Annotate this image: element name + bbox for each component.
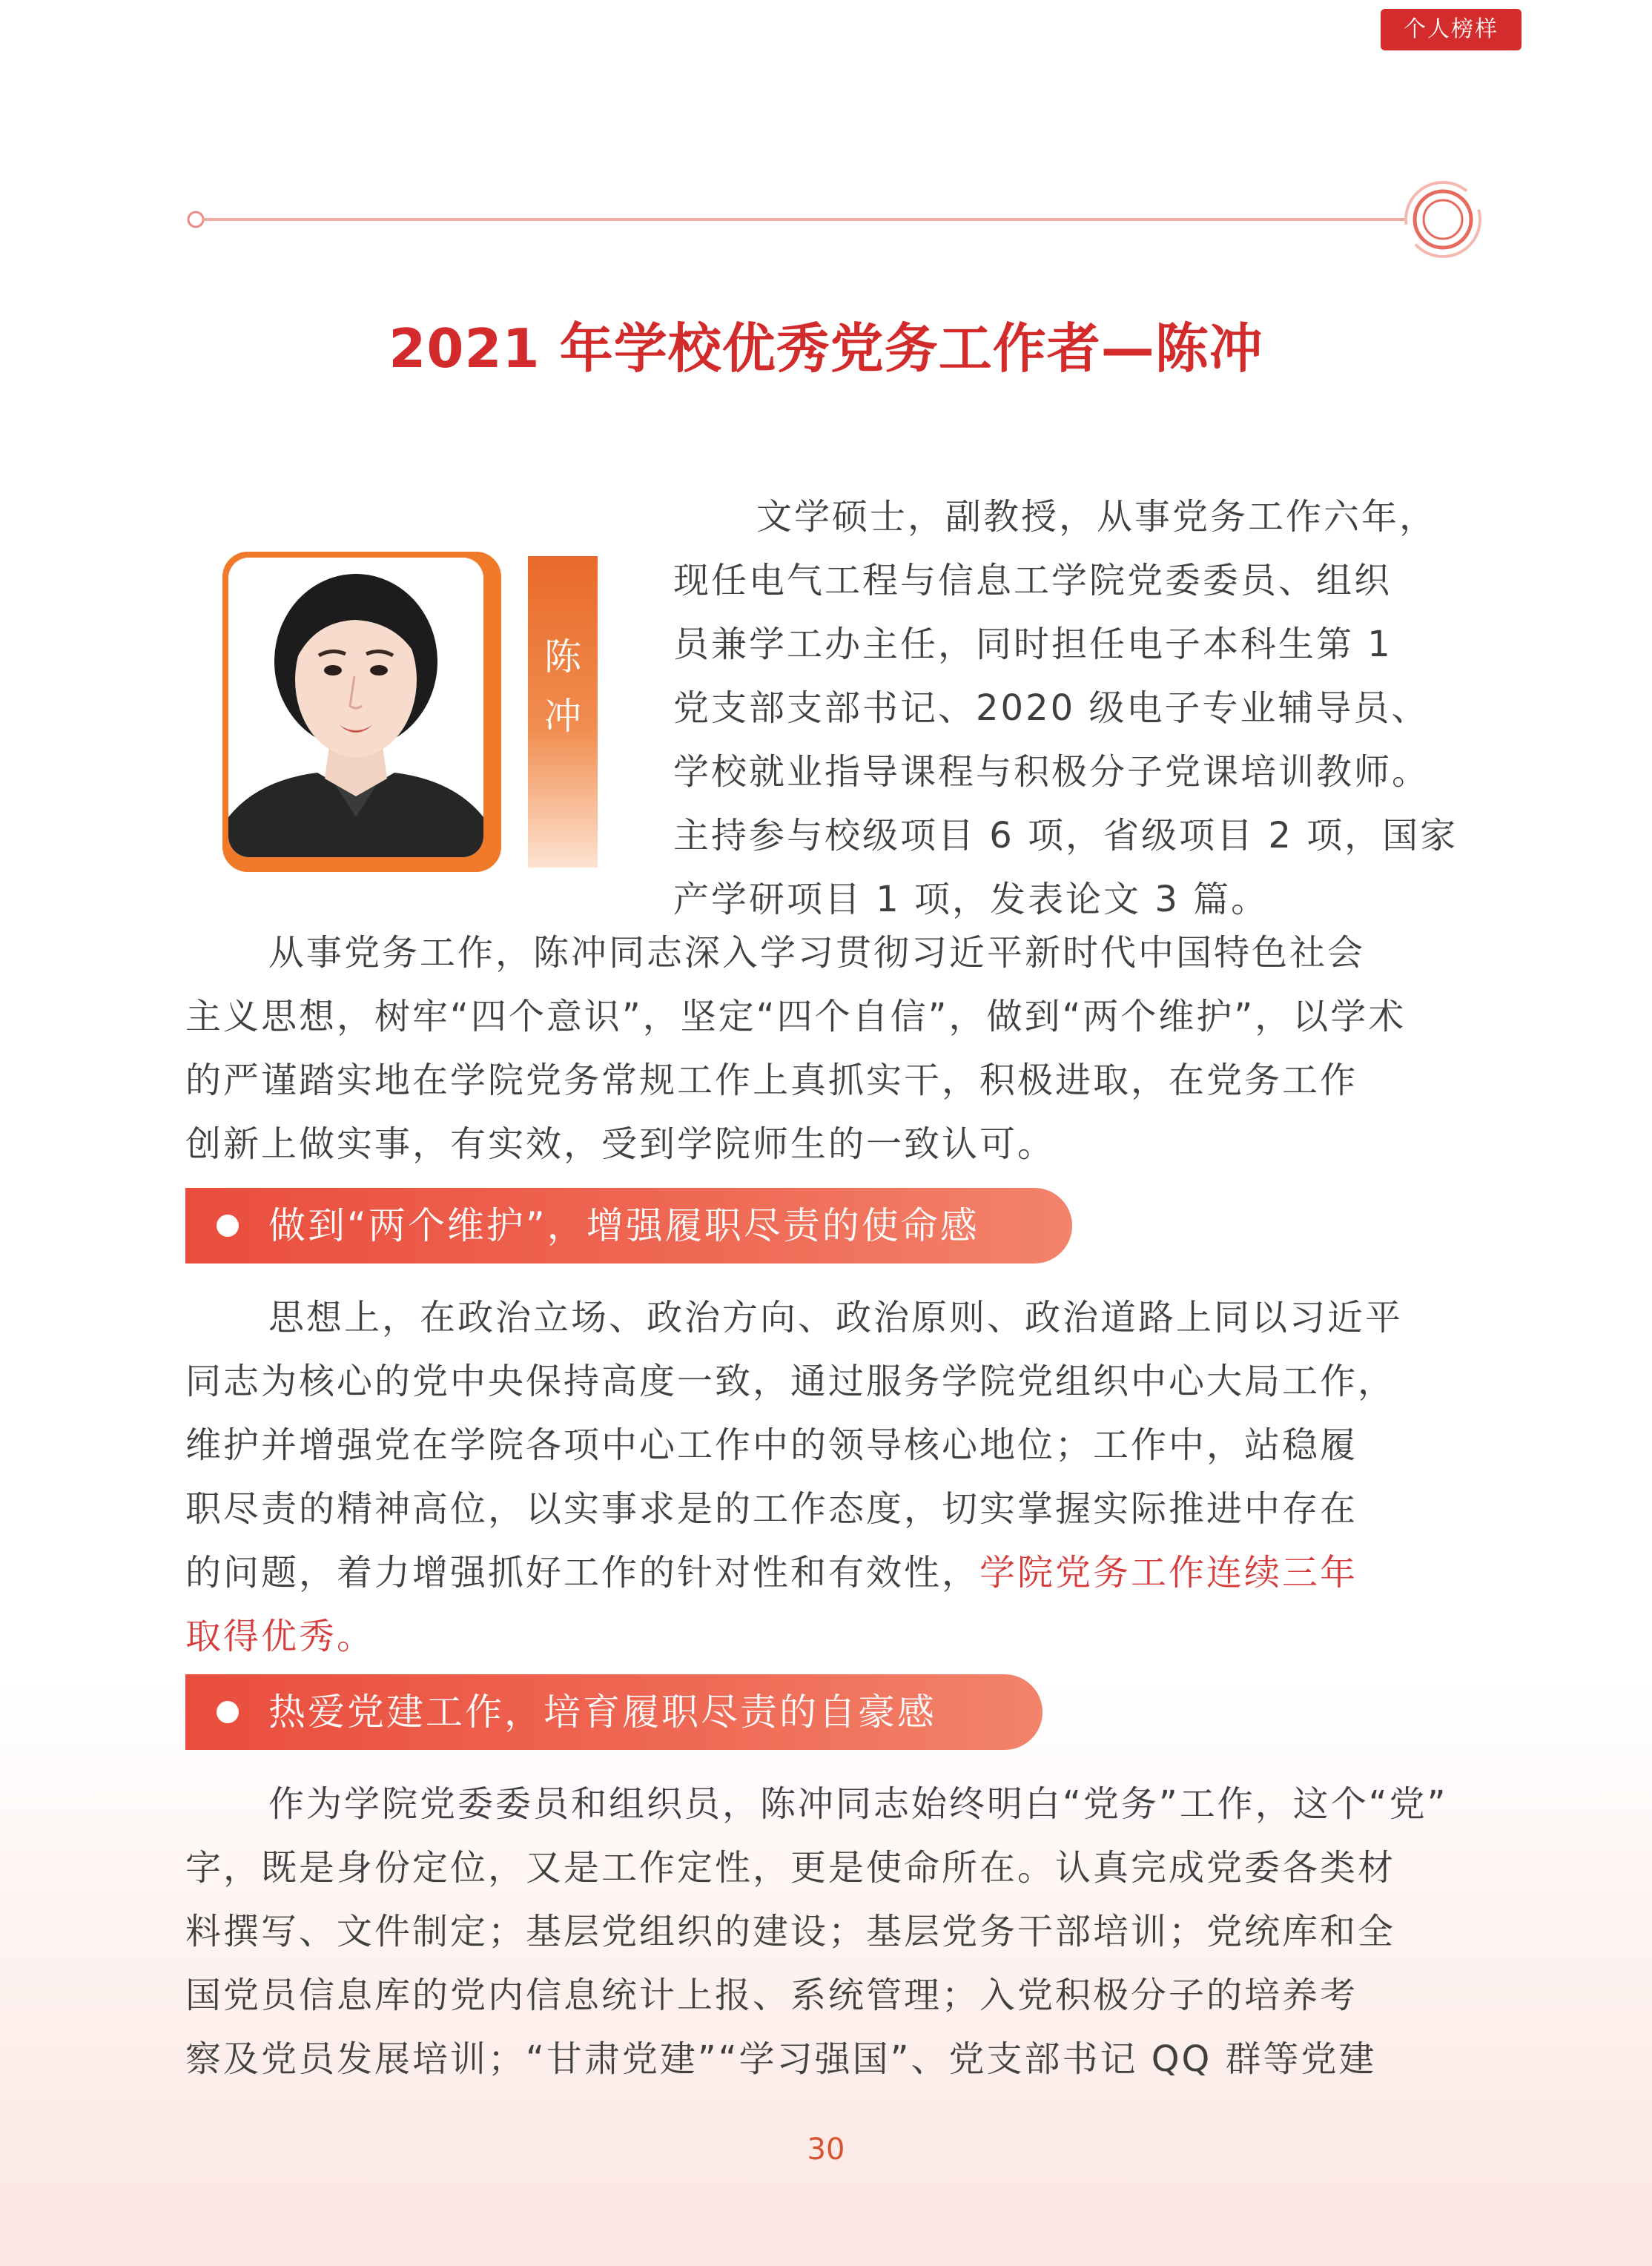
text-line: 料撰写、文件制定；基层党组织的建设；基层党务干部培训；党统库和全 (185, 1911, 1396, 1952)
text-line: 的严谨踏实地在学院党务常规工作上真抓实干，积极进取，在党务工作 (185, 1060, 1358, 1101)
text-line: 同志为核心的党中央保持高度一致，通过服务学院党组织中心大局工作， (185, 1361, 1396, 1402)
text-line: 思想上，在政治立场、政治方向、政治原则、政治道路上同以习近平 (268, 1297, 1404, 1338)
bullet-dot-icon (217, 1701, 239, 1723)
text-line: 作为学院党委委员和组织员，陈冲同志始终明白“党务”工作，这个“党” (268, 1783, 1448, 1825)
text-line: 现任电气工程与信息工学院党委委员、组织 (673, 560, 1392, 601)
text-line: 维护并增强党在学院各项中心工作中的领导核心地位；工作中，站稳履 (185, 1424, 1358, 1466)
text-line: 从事党务工作，陈冲同志深入学习贯彻习近平新时代中国特色社会 (268, 932, 1366, 974)
section-heading-text: 热爱党建工作，培育履职尽责的自豪感 (268, 1691, 936, 1734)
name-char-2: 冲 (544, 695, 581, 738)
page-number: 30 (807, 2133, 845, 2167)
category-tag: 个人榜样 (1381, 9, 1522, 50)
portrait-photo (228, 558, 483, 857)
body-paragraph-3 (185, 1772, 1505, 2091)
section-heading-1 (185, 1188, 1072, 1264)
text-line: 党支部支部书记、2020 级电子专业辅导员、 (673, 687, 1430, 729)
text-line: 学校就业指导课程与积极分子党课培训教师。 (673, 751, 1430, 793)
text-line: 国党员信息库的党内信息统计上报、系统管理；入党积极分子的培养考 (185, 1975, 1358, 2016)
page-title: 2021 年学校优秀党务工作者—陈冲 (389, 317, 1263, 380)
body-paragraph-1 (185, 921, 1490, 1176)
highlighted-text: 学院党务工作连续三年 (979, 1552, 1358, 1593)
text-line: 察及党员发展培训；“甘肃党建”“学习强国”、党支部书记 QQ 群等党建 (185, 2038, 1377, 2080)
text-line: 员兼学工办主任，同时担任电子本科生第 1 (673, 624, 1392, 665)
text-line: 产学研项目 1 项，发表论文 3 篇。 (673, 879, 1269, 920)
intro-paragraph (673, 485, 1504, 931)
text-plain: 的问题，着力增强抓好工作的针对性和有效性， (185, 1552, 980, 1593)
decorative-divider-line (178, 178, 1483, 260)
person-portrait-icon (228, 558, 483, 857)
text-line: 职尽责的精神高位，以实事求是的工作态度，切实掌握实际推进中存在 (185, 1488, 1358, 1530)
name-char-1: 陈 (544, 635, 581, 678)
section-heading-text: 做到“两个维护”，增强履职尽责的使命感 (268, 1204, 979, 1247)
body-paragraph-2 (185, 1286, 1490, 1668)
text-line: 创新上做实事，有实效，受到学院师生的一致认可。 (185, 1123, 1056, 1165)
text-line: 字，既是身份定位，又是工作定性，更是使命所在。认真完成党委各类材 (185, 1847, 1396, 1889)
text-line: 主持参与校级项目 6 项，省级项目 2 项，国家 (673, 815, 1458, 856)
bullet-dot-icon (217, 1215, 239, 1237)
highlighted-text: 取得优秀。 (185, 1616, 375, 1657)
text-line: 主义思想，树牢“四个意识”，坚定“四个自信”，做到“两个维护”，以学术 (185, 996, 1407, 1037)
text-line: 文学硕士，副教授，从事党务工作六年， (756, 496, 1438, 538)
text-line (185, 1541, 1490, 1605)
section-heading-2 (185, 1674, 1043, 1750)
name-banner (528, 556, 598, 868)
